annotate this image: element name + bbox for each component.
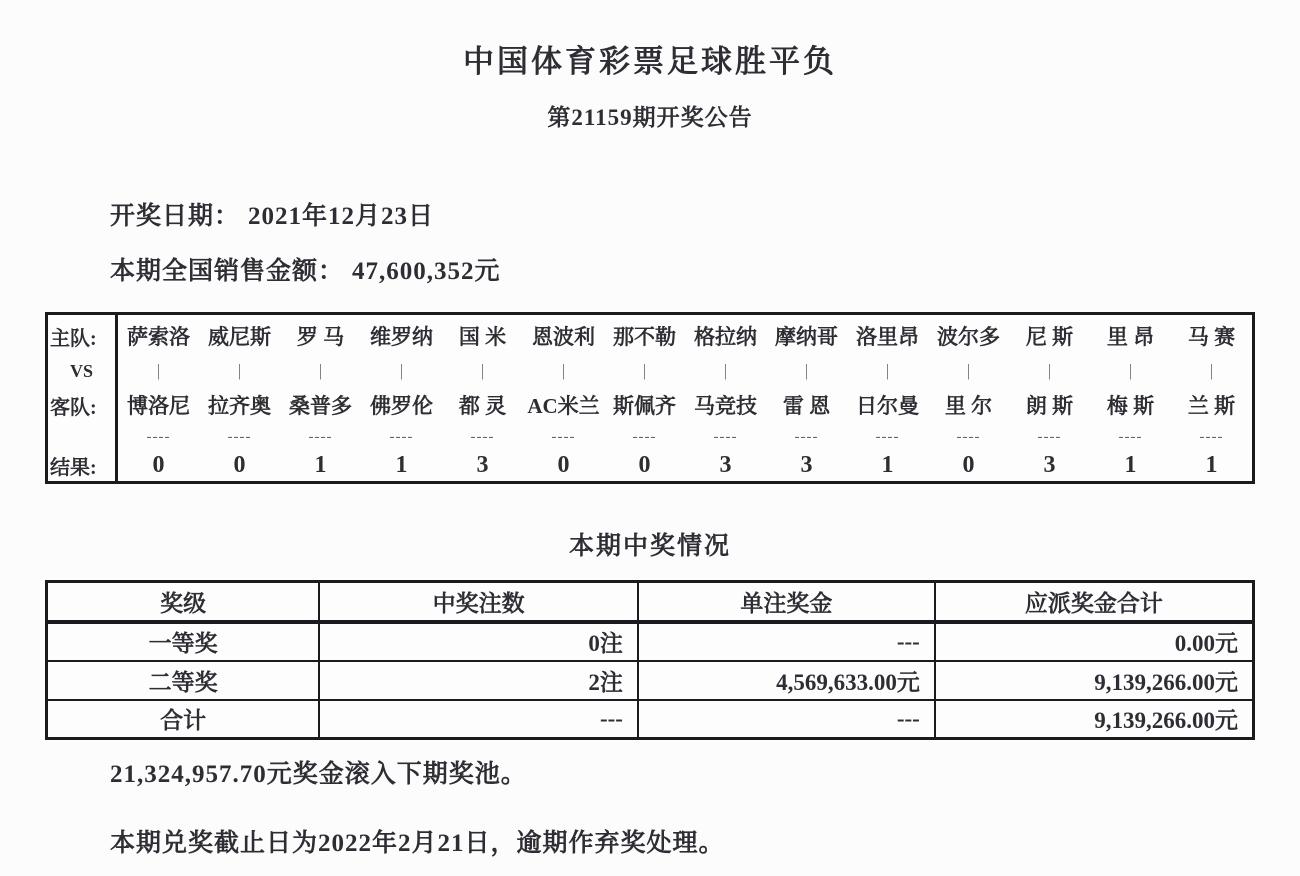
match-result: 3: [476, 451, 489, 478]
prize-level: 二等奖: [47, 661, 320, 700]
separator-dashes: ----: [308, 428, 333, 445]
vs-connector: |: [723, 361, 728, 380]
separator-dashes: ----: [1118, 428, 1143, 445]
prize-level: 一等奖: [47, 622, 320, 661]
match-column-11: [928, 315, 1009, 481]
home-team: 尼 斯: [1025, 325, 1074, 349]
rollover-note: 21,324,957.70元奖金滚入下期奖池。: [110, 761, 527, 788]
home-team: 那不勒: [613, 325, 676, 349]
separator-dashes: ----: [956, 428, 981, 445]
vs-connector: |: [642, 361, 647, 380]
match-column-4: [361, 315, 442, 481]
away-team: 斯佩齐: [613, 394, 676, 418]
prize-section-title: 本期中奖情况: [568, 533, 731, 560]
sales-amount-label: 本期全国销售金额：: [110, 258, 345, 285]
vs-connector: |: [156, 361, 161, 380]
info-block: [110, 204, 1300, 284]
page-subtitle: 第21159期开奖公告: [547, 105, 753, 130]
match-result: 0: [233, 451, 246, 478]
vs-connector: |: [399, 361, 404, 380]
prize-single-amount: ---: [638, 622, 935, 661]
match-result: 0: [638, 451, 651, 478]
separator-dashes: ----: [227, 428, 252, 445]
prize-row-second: [47, 661, 1254, 700]
prize-level: 合计: [47, 700, 320, 739]
match-column-8: [685, 315, 766, 481]
away-team: 都 灵: [458, 394, 507, 418]
vs-connector: |: [1209, 361, 1214, 380]
separator-dashes: ----: [146, 428, 171, 445]
separator-dashes: ----: [713, 428, 738, 445]
vs-connector: |: [561, 361, 566, 380]
away-row-label: 客队:: [50, 396, 97, 419]
separator-dashes: ----: [875, 428, 900, 445]
vs-connector: |: [237, 361, 242, 380]
vs-connector: |: [1047, 361, 1052, 380]
prize-header-level: 奖级: [47, 582, 320, 622]
match-column-3: [280, 315, 361, 481]
home-team: 国 米: [458, 325, 507, 349]
match-column-9: [766, 315, 847, 481]
vs-connector: |: [966, 361, 971, 380]
home-team: 罗 马: [296, 325, 345, 349]
home-team: 维罗纳: [370, 325, 433, 349]
away-team: 日尔曼: [856, 394, 919, 418]
sales-amount-value: 47,600,352元: [352, 258, 501, 285]
match-column-1: [118, 315, 199, 481]
separator-dashes: ----: [1199, 428, 1224, 445]
away-team: 里 尔: [944, 394, 993, 418]
match-table-row-labels: [48, 315, 118, 481]
prize-table-header-row: [47, 582, 1254, 622]
redeem-deadline-note: 本期兑奖截止日为2022年2月21日，逾期作弃奖处理。: [110, 830, 725, 857]
vs-connector: |: [480, 361, 485, 380]
away-team: 拉齐奥: [208, 394, 271, 418]
separator-row-label: [48, 425, 115, 449]
match-result: 1: [1124, 451, 1137, 478]
match-result: 1: [881, 451, 894, 478]
match-column-10: [847, 315, 928, 481]
away-team: AC米兰: [527, 394, 600, 418]
page-title: 中国体育彩票足球胜平负: [463, 44, 837, 79]
away-team: 兰 斯: [1187, 394, 1236, 418]
prize-count: 2注: [319, 661, 638, 700]
match-column-13: [1090, 315, 1171, 481]
away-team: 博洛尼: [127, 394, 190, 418]
match-column-12: [1009, 315, 1090, 481]
away-team: 桑普多: [289, 394, 352, 418]
footer-block: [110, 762, 1300, 856]
match-result: 0: [557, 451, 570, 478]
prize-header-single: 单注奖金: [638, 582, 935, 622]
prize-count: 0注: [319, 622, 638, 661]
match-result: 1: [314, 451, 327, 478]
home-team: 波尔多: [937, 325, 1000, 349]
prize-single-amount: ---: [638, 700, 935, 739]
away-team: 马竞技: [694, 394, 757, 418]
separator-dashes: ----: [632, 428, 657, 445]
home-team: 威尼斯: [208, 325, 271, 349]
match-column-14: [1171, 315, 1252, 481]
prize-total-amount: 0.00元: [935, 622, 1254, 661]
match-column-7: [604, 315, 685, 481]
home-team: 恩波利: [532, 325, 595, 349]
result-row-label: 结果:: [50, 456, 97, 479]
sales-amount-line: [110, 259, 1300, 284]
prize-row-first: [47, 622, 1254, 661]
home-team: 洛里昂: [856, 325, 919, 349]
vs-connector: |: [318, 361, 323, 380]
home-team: 萨索洛: [127, 325, 190, 349]
match-results-table: [45, 312, 1255, 484]
prize-total-amount: 9,139,266.00元: [935, 700, 1254, 739]
match-column-2: [199, 315, 280, 481]
prize-row-total: [47, 700, 1254, 739]
match-result: 3: [1043, 451, 1056, 478]
home-team: 格拉纳: [694, 325, 757, 349]
away-team: 佛罗伦: [370, 394, 433, 418]
match-result: 3: [719, 451, 732, 478]
match-column-5: [442, 315, 523, 481]
draw-date-label: 开奖日期：: [110, 203, 241, 230]
home-team: 里 昂: [1106, 325, 1155, 349]
separator-dashes: ----: [794, 428, 819, 445]
prize-count: ---: [319, 700, 638, 739]
prize-single-amount: 4,569,633.00元: [638, 661, 935, 700]
separator-dashes: ----: [551, 428, 576, 445]
separator-dashes: ----: [389, 428, 414, 445]
home-row-label: 主队:: [50, 327, 97, 350]
vs-connector: |: [804, 361, 809, 380]
match-column-6: [523, 315, 604, 481]
match-result: 1: [1205, 451, 1218, 478]
separator-dashes: ----: [1037, 428, 1062, 445]
match-result: 1: [395, 451, 408, 478]
prize-header-count: 中奖注数: [319, 582, 638, 622]
prize-header-total: 应派奖金合计: [935, 582, 1254, 622]
draw-date-value: 2021年12月23日: [248, 203, 435, 230]
draw-date-line: [110, 204, 1300, 229]
match-result: 0: [152, 451, 165, 478]
vs-connector: |: [1128, 361, 1133, 380]
vs-row-label: VS: [69, 360, 93, 381]
home-team: 马 赛: [1187, 325, 1236, 349]
match-result: 0: [962, 451, 975, 478]
prize-total-amount: 9,139,266.00元: [935, 661, 1254, 700]
vs-connector: |: [885, 361, 890, 380]
away-team: 朗 斯: [1025, 394, 1074, 418]
away-team: 梅 斯: [1106, 394, 1155, 418]
away-team: 雷 恩: [782, 394, 831, 418]
home-team: 摩纳哥: [775, 325, 838, 349]
separator-dashes: ----: [470, 428, 495, 445]
match-result: 3: [800, 451, 813, 478]
prize-table: [45, 580, 1255, 740]
